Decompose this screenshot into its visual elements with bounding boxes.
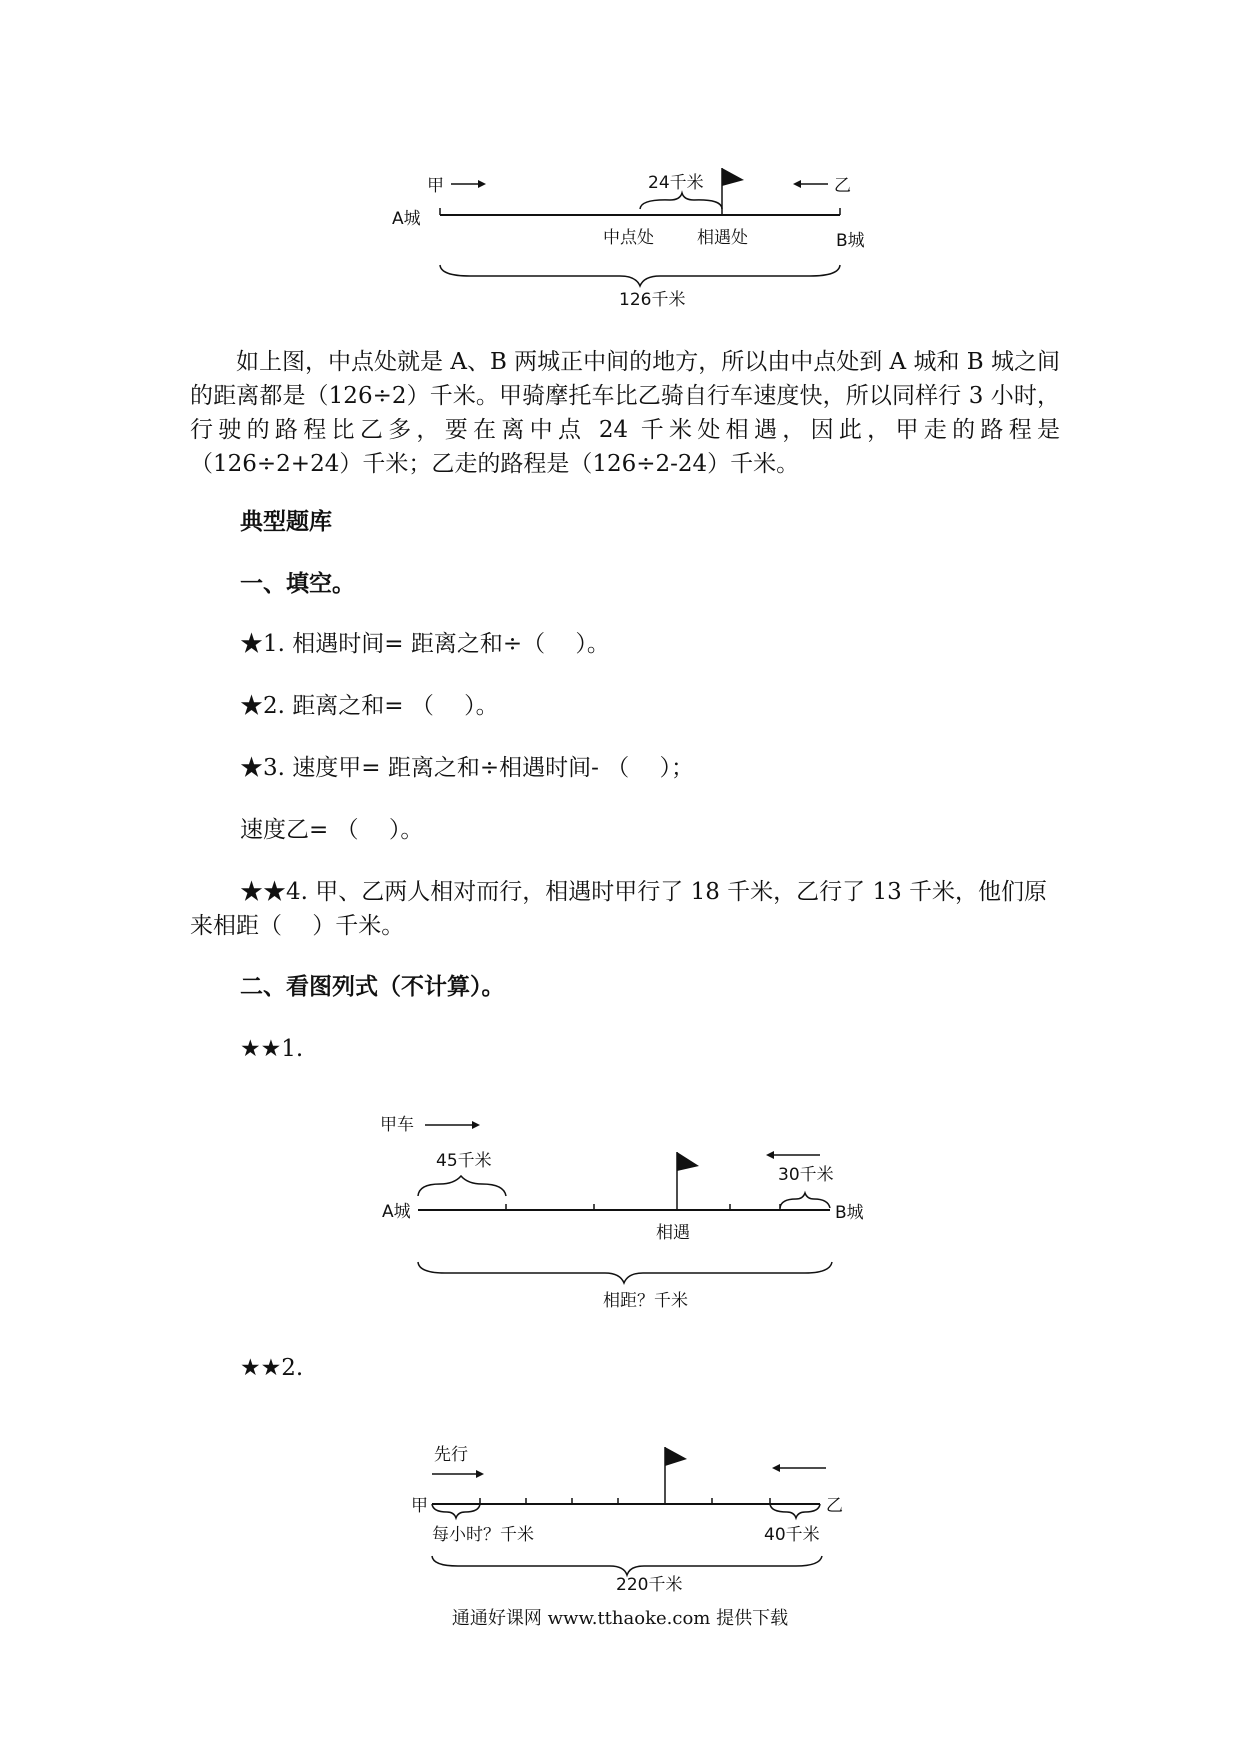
seg-right-label: 30千米 (778, 1165, 834, 1185)
arrow-right-head (472, 1121, 480, 1129)
a-city: A城 (382, 1202, 411, 1222)
section-title: 典型题库 (240, 508, 332, 535)
question-1: ★1. 相遇时间= 距离之和÷（ ）。 (240, 631, 610, 657)
label-jia: 甲 (427, 176, 444, 196)
total-brace (418, 1262, 832, 1283)
arrow-left-head (772, 1464, 780, 1472)
meet-label: 相遇 (656, 1223, 690, 1243)
question-3b: 速度乙= （ ）。 (240, 817, 424, 843)
flag-icon (665, 1447, 687, 1466)
part1-title: 一、填空。 (240, 570, 355, 597)
problem-1-label: ★★1. (240, 1036, 304, 1062)
seg-right-label: 40千米 (764, 1525, 820, 1545)
car-label: 甲车 (380, 1115, 414, 1135)
question-3: ★3. 速度甲= 距离之和÷相遇时间- （ ）； (240, 755, 695, 781)
arrow-right-head (476, 1470, 484, 1478)
b-city: B城 (835, 1203, 864, 1223)
segment-brace (640, 193, 722, 209)
seg-left-brace (432, 1504, 480, 1518)
diagram-meeting-cities (0, 0, 1240, 320)
label-yi: 乙 (834, 176, 851, 196)
question-2: ★2. 距离之和= （ ）。 (240, 693, 499, 719)
total-label: 220千米 (616, 1575, 683, 1595)
arrow-right-head (478, 180, 486, 188)
yi-label: 乙 (826, 1496, 843, 1516)
problem-2-label: ★★2. (240, 1355, 304, 1381)
per-hour-label: 每小时？千米 (432, 1525, 534, 1545)
seg-right-brace (770, 1504, 820, 1518)
first-label: 先行 (434, 1445, 468, 1465)
question-4: ★★4. 甲、乙两人相对而行，相遇时甲行了 18 千米，乙行了 13 千米，他们原来相距（ ）千米。 (190, 879, 1048, 939)
total-label: 相距？千米 (603, 1291, 688, 1311)
footer: 通通好课网 www.tthaoke.com 提供下载 (451, 1608, 789, 1629)
a-city: A城 (392, 209, 421, 229)
part2-title: 二、看图列式（不计算）。 (240, 973, 505, 1000)
total-label: 126千米 (619, 290, 686, 310)
flag-icon (722, 168, 744, 186)
meet-label: 相遇处 (697, 228, 748, 248)
explanation-paragraph: 如上图，中点处就是 A、B 两城正中间的地方，所以由中点处到 A 城和 B 城之间的距离都是（126÷2）千米。甲骑摩托车比乙骑自行车速度快，所以同样行 3 小时，行驶的路程比乙多，要在离中点 24 千米处相遇，因此，甲走的路程是（126÷2+24）千米；乙走的路程是（126÷2-24）千米。 (190, 349, 1060, 477)
jia-label: 甲 (411, 1496, 428, 1516)
seg-left-brace (418, 1176, 506, 1196)
seg-left-label: 45千米 (436, 1151, 492, 1171)
b-city: B城 (836, 231, 865, 251)
total-brace (440, 265, 840, 286)
arrow-left-head (793, 180, 801, 188)
arrow-left-head (766, 1151, 774, 1159)
total-brace (432, 1556, 822, 1575)
midpoint-label: 中点处 (603, 228, 654, 248)
segment-label: 24千米 (648, 173, 704, 193)
seg-right-brace (780, 1193, 830, 1208)
flag-icon (677, 1152, 699, 1171)
